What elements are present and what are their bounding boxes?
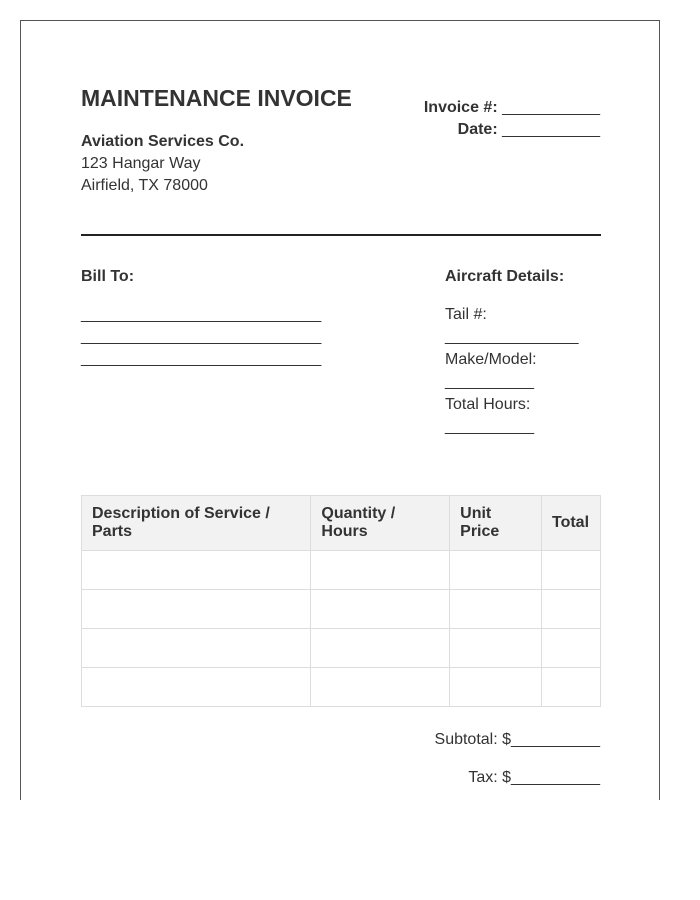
invoice-date-label: Date:	[457, 121, 498, 138]
total-cell[interactable]	[541, 551, 600, 590]
tax-label: Tax: $	[468, 769, 512, 786]
total-cell[interactable]	[541, 590, 600, 629]
company-address-line1: 123 Hangar Way	[81, 155, 201, 172]
unit-price-cell[interactable]	[450, 629, 542, 668]
quantity-cell[interactable]	[311, 668, 450, 707]
subtotal-row	[435, 731, 600, 749]
aircraft-details-heading: Aircraft Details:	[445, 268, 565, 285]
table-row	[82, 668, 601, 707]
invoice-date-row	[458, 121, 600, 139]
bill-to-line[interactable]: ___________________________	[81, 350, 322, 367]
table-header-row	[82, 496, 601, 551]
invoice-date-field[interactable]: ___________	[502, 121, 600, 138]
line-items-table	[81, 495, 601, 707]
tax-field[interactable]: __________	[511, 769, 600, 786]
description-cell[interactable]	[82, 629, 311, 668]
total-cell[interactable]	[541, 668, 600, 707]
column-header-quantity: Quantity / Hours	[311, 496, 450, 551]
column-header-description: Description of Service / Parts	[82, 496, 311, 551]
quantity-cell[interactable]	[311, 590, 450, 629]
unit-price-cell[interactable]	[450, 668, 542, 707]
column-header-total: Total	[541, 496, 600, 551]
unit-price-cell[interactable]	[450, 590, 542, 629]
subtotal-field[interactable]: __________	[511, 731, 600, 748]
make-model-label: Make/Model:	[445, 351, 537, 368]
make-model-field[interactable]: __________	[445, 373, 534, 390]
invoice-number-row	[424, 99, 600, 117]
company-address-line2: Airfield, TX 78000	[81, 177, 208, 194]
subtotal-label: Subtotal: $	[434, 731, 512, 748]
tax-row	[468, 769, 600, 787]
invoice-title: MAINTENANCE INVOICE	[81, 85, 352, 111]
invoice-page	[20, 20, 660, 800]
bill-to-heading: Bill To:	[81, 268, 135, 285]
header-divider	[81, 234, 601, 236]
total-cell[interactable]	[541, 629, 600, 668]
quantity-cell[interactable]	[311, 629, 450, 668]
description-cell[interactable]	[82, 668, 311, 707]
bill-to-line[interactable]: ___________________________	[81, 328, 322, 345]
total-hours-field[interactable]: __________	[445, 418, 534, 435]
invoice-number-field[interactable]: ___________	[502, 99, 600, 116]
invoice-number-label: Invoice #:	[423, 99, 498, 116]
company-name: Aviation Services Co.	[81, 133, 245, 150]
unit-price-cell[interactable]	[450, 551, 542, 590]
total-hours-label: Total Hours:	[445, 396, 531, 413]
tail-number-field[interactable]: _______________	[445, 328, 579, 345]
quantity-cell[interactable]	[311, 551, 450, 590]
bill-to-line[interactable]: ___________________________	[81, 306, 322, 323]
table-row	[82, 629, 601, 668]
table-row	[82, 551, 601, 590]
description-cell[interactable]	[82, 590, 311, 629]
description-cell[interactable]	[82, 551, 311, 590]
tail-number-label: Tail #:	[445, 306, 487, 323]
column-header-unit-price: Unit Price	[450, 496, 542, 551]
table-row	[82, 590, 601, 629]
